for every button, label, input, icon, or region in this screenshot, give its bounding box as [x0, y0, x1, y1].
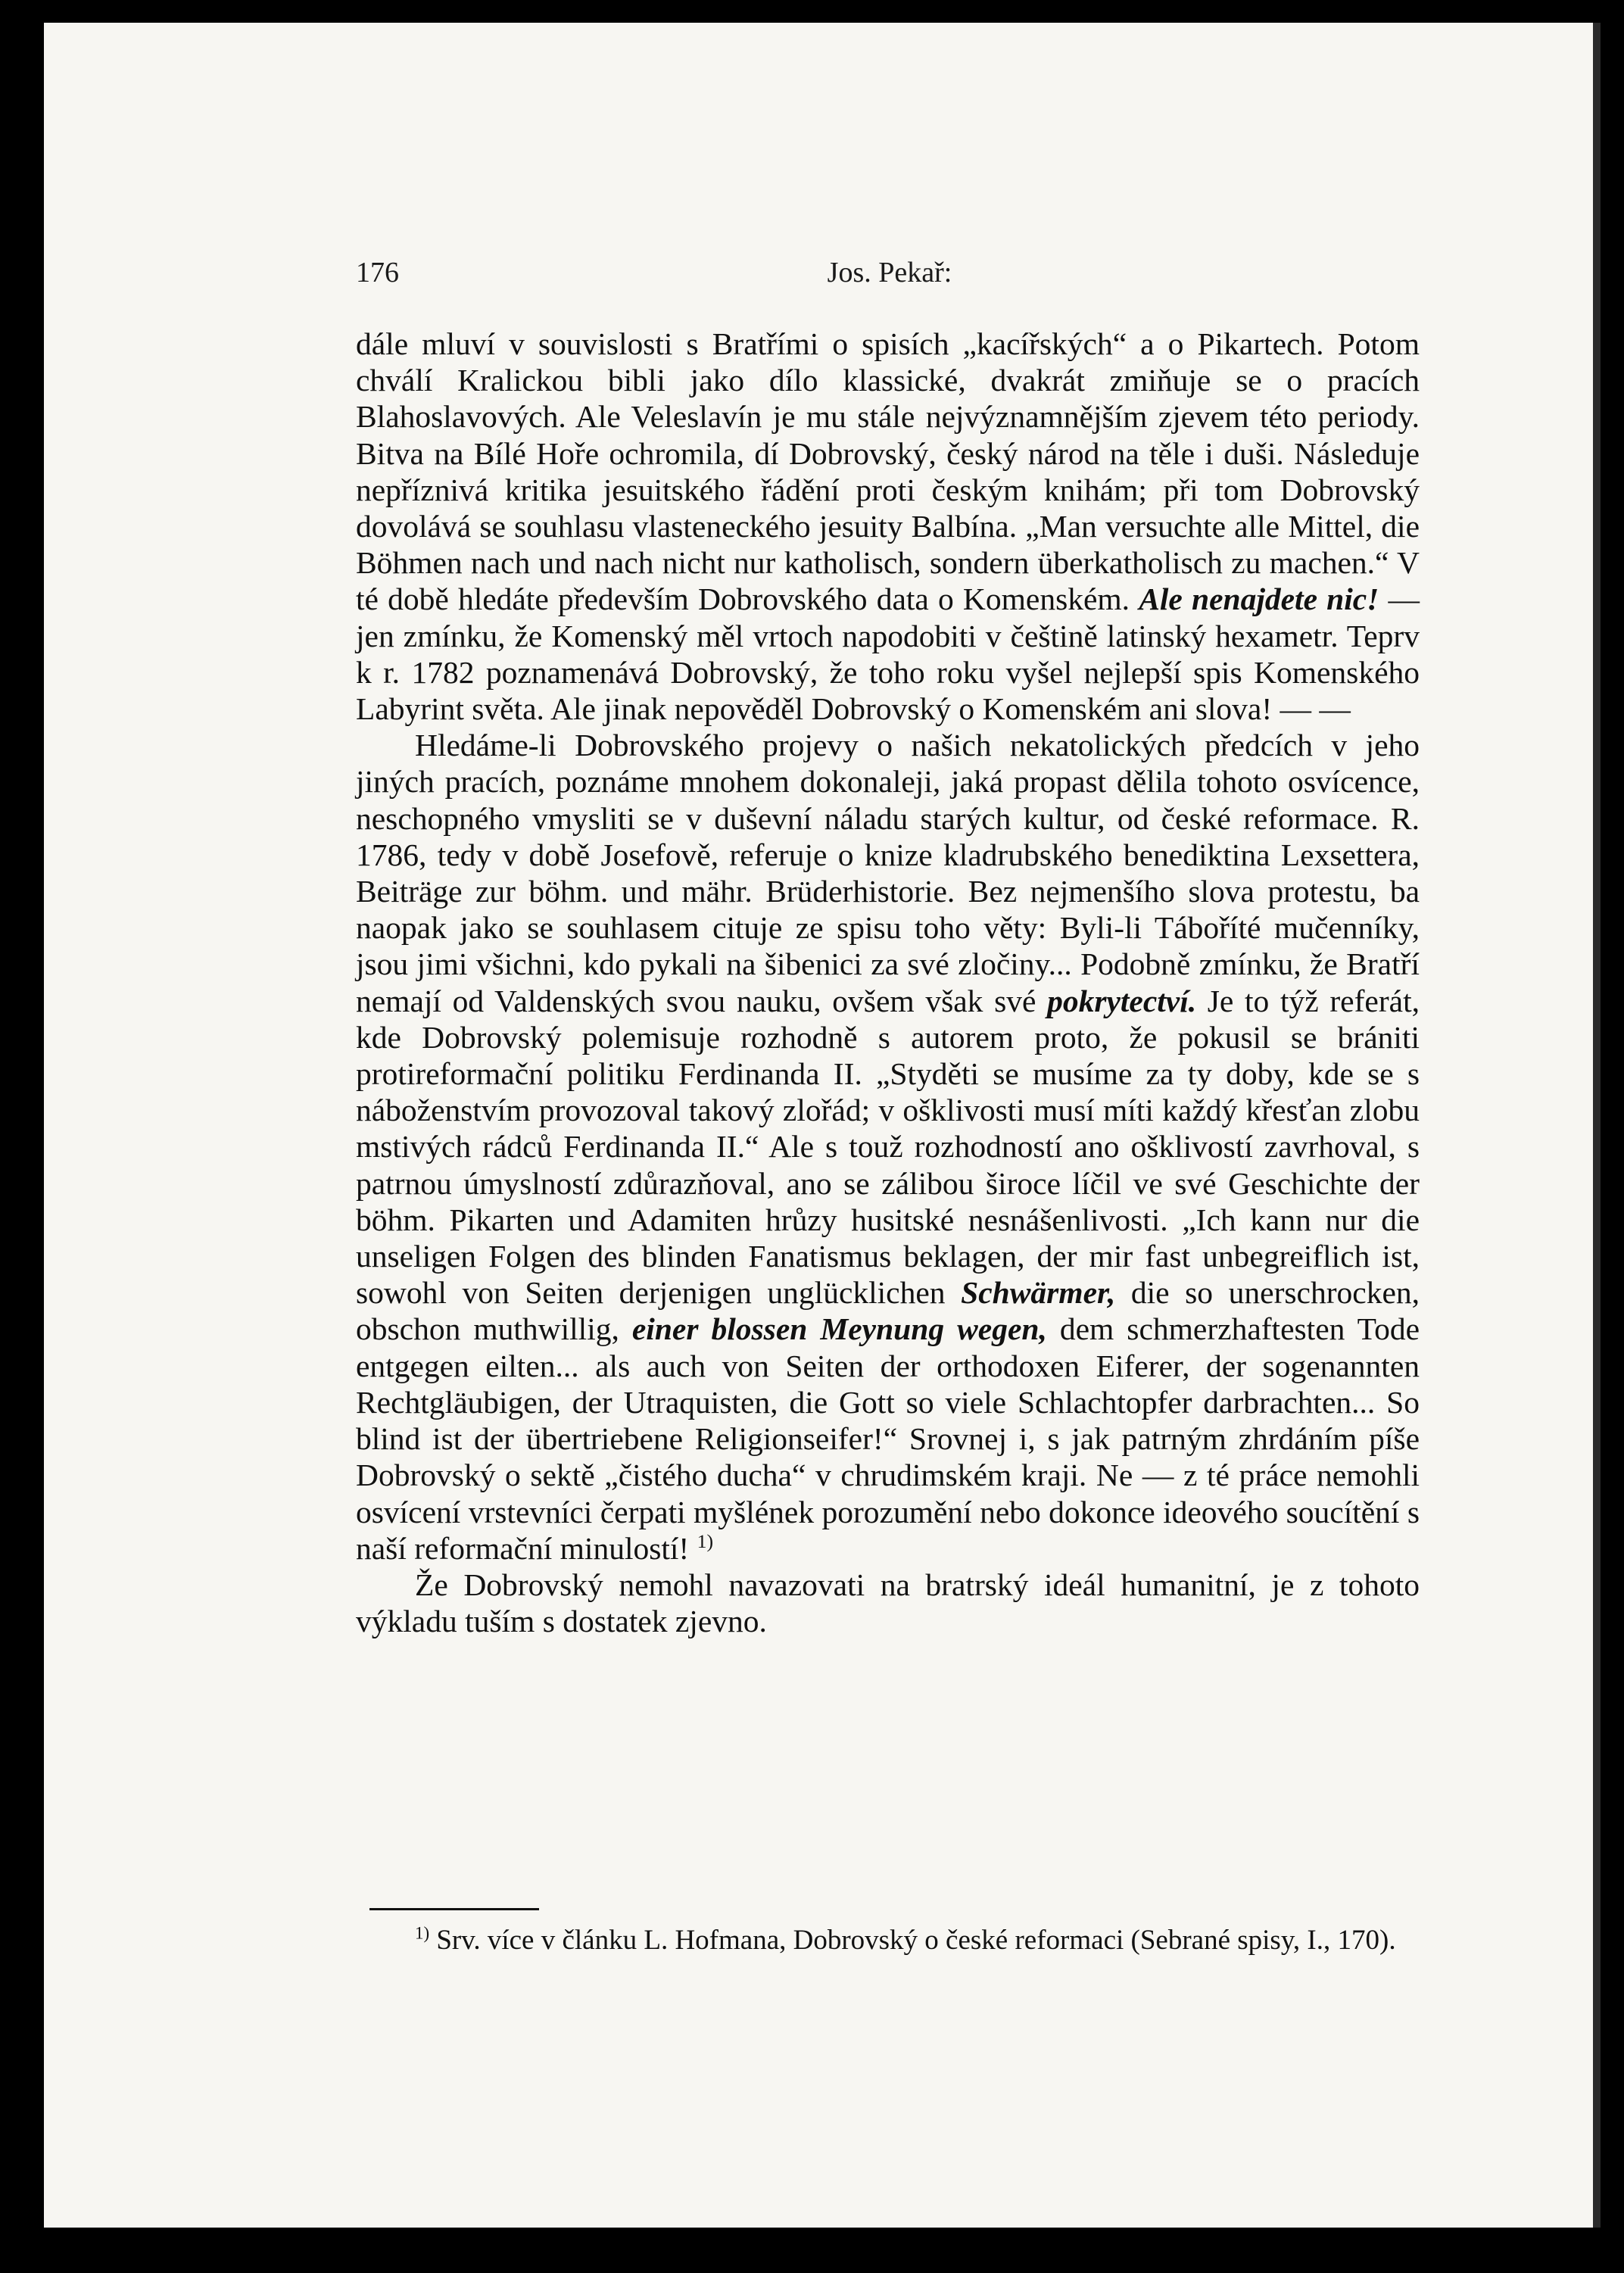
emphasis: einer blossen Meynung wegen, [631, 1311, 1047, 1347]
emphasis: pokrytectví. [1047, 983, 1197, 1018]
text-run: dem schmerzhaftesten Tode entgegen eilten... als auch von Seiten der orthodoxen Eiferer, der sogenannten Rechtgläubigen, der Utraquisten, die Gott so viele Schlachtopfer darbrachten... So blind ist der übertriebene Religionseifer!“ Srovnej i, s jak patrným zhrdáním píše Dobrovský o sektě „čistého ducha“ v chrudimském kraji. Ne — z té práce nemohli osvícení vrstevníci čerpati myšlének porozumění nebo dokonce ideového soucítění s naší reformační minulostí! [356, 1311, 1420, 1566]
text-run: Hledáme-li Dobrovského projevy o našich nekatolických předcích v jeho jiných pracích, poznáme mnohem dokonaleji, jaká propast dělila tohoto osvícence, neschopného vmysliti se v duševní náladu starých kultur, od české reformace. R. 1786, tedy v době Josefově, referuje o knize kladrubského benediktina Lexsettera, Beiträge zur böhm. und mähr. Brüderhistorie. Bez nejmenšího slova protestu, ba naopak jako se souhlasem cituje ze spisu toho věty: Byli-li Táboříté mučenníky, jsou jimi všichni, kdo pykali na šibenici za své zločiny... Podobně zmínku, že Bratří nemají od Valdenských svou nauku, ovšem však své [356, 728, 1420, 1018]
text-run: dále mluví v souvislosti s Bratřími o spisích „kacířských“ a o Pikartech. Potom chválí Kralickou bibli jako dílo klassické, dvakrát zmiňuje se o pracích Blahoslavových. Ale Veleslavín je mu stále nejvýznamnějším zjevem této periody. Bitva na Bílé Hoře ochromila, dí Dobrovský, český národ na těle i duši. Následuje nepříznivá kritika jesuitského řádění proti českým knihám; při tom Dobrovský dovolává se souhlasu vlasteneckého jesuity Balbína. „Man versuchte alle Mittel, die Böhmen nach und nach nicht nur katholisch, sondern überkatholisch zu machen.“ V té době hledáte především Dobrovského data o Komenském. [356, 326, 1420, 617]
paragraph [356, 326, 1420, 727]
running-head: Jos. Pekař: [827, 257, 952, 288]
page-header [356, 256, 1423, 301]
text-run: — jen zmínku, že Komenský měl vrtoch napodobiti v češtině latinský hexametr. Teprv k r. 1782 poznamenává Dobrovský, že toho roku vyšel nejlepší spis Komenského Labyrint světa. Ale jinak nepověděl Dobrovský o Komenském ani slova! — — [356, 582, 1420, 727]
page-edge [1593, 23, 1601, 2228]
text-run: die so unerschrocken, obschon muthwillig, [356, 1275, 1420, 1347]
paragraph [356, 1567, 1420, 1639]
body-text [356, 326, 1420, 1639]
footnote-marker: 1) [415, 1923, 430, 1943]
text-run: Je to týž referát, kde Dobrovský polemisuje rozhodně s autorem proto, že pokusil se brániti protireformační politiku Ferdinanda II. „Styděti se musíme za ty doby, kde se s náboženstvím provozoval takový zlořád; v ošklivosti musí míti každý křesťan zlobu mstivých rádců Ferdinanda II.“ Ale s touž rozhodností ano ošklivostí zavrhoval, s patrnou úmyslností zdůrazňoval, ano se zálibou široce líčil ve své Geschichte der böhm. Pikarten und Adamiten hrůzy husitské nesnášenlivosti. „Ich kann nur die unseligen Folgen des blinden Fanatismus beklagen, der mir fast unbegreiflich ist, sowohl von Seiten derjenigen unglücklichen [356, 983, 1420, 1311]
paragraph [356, 727, 1420, 1567]
footnote-rule [369, 1908, 539, 1910]
text-run: Že Dobrovský nemohl navazovati na bratrský ideál humanitní, je z tohoto výkladu tuším s dostatek zjevno. [356, 1567, 1420, 1639]
footnote-reference: 1) [697, 1529, 714, 1552]
page-number: 176 [356, 257, 399, 288]
emphasis: Ale nenajdete nic! [1139, 582, 1379, 617]
footnote [356, 1923, 1420, 1957]
emphasis: Schwärmer, [961, 1275, 1116, 1311]
footnote-text: Srv. více v článku L. Hofmana, Dobrovský o české reformaci (Sebrané spisy, I., 170). [429, 1925, 1396, 1956]
